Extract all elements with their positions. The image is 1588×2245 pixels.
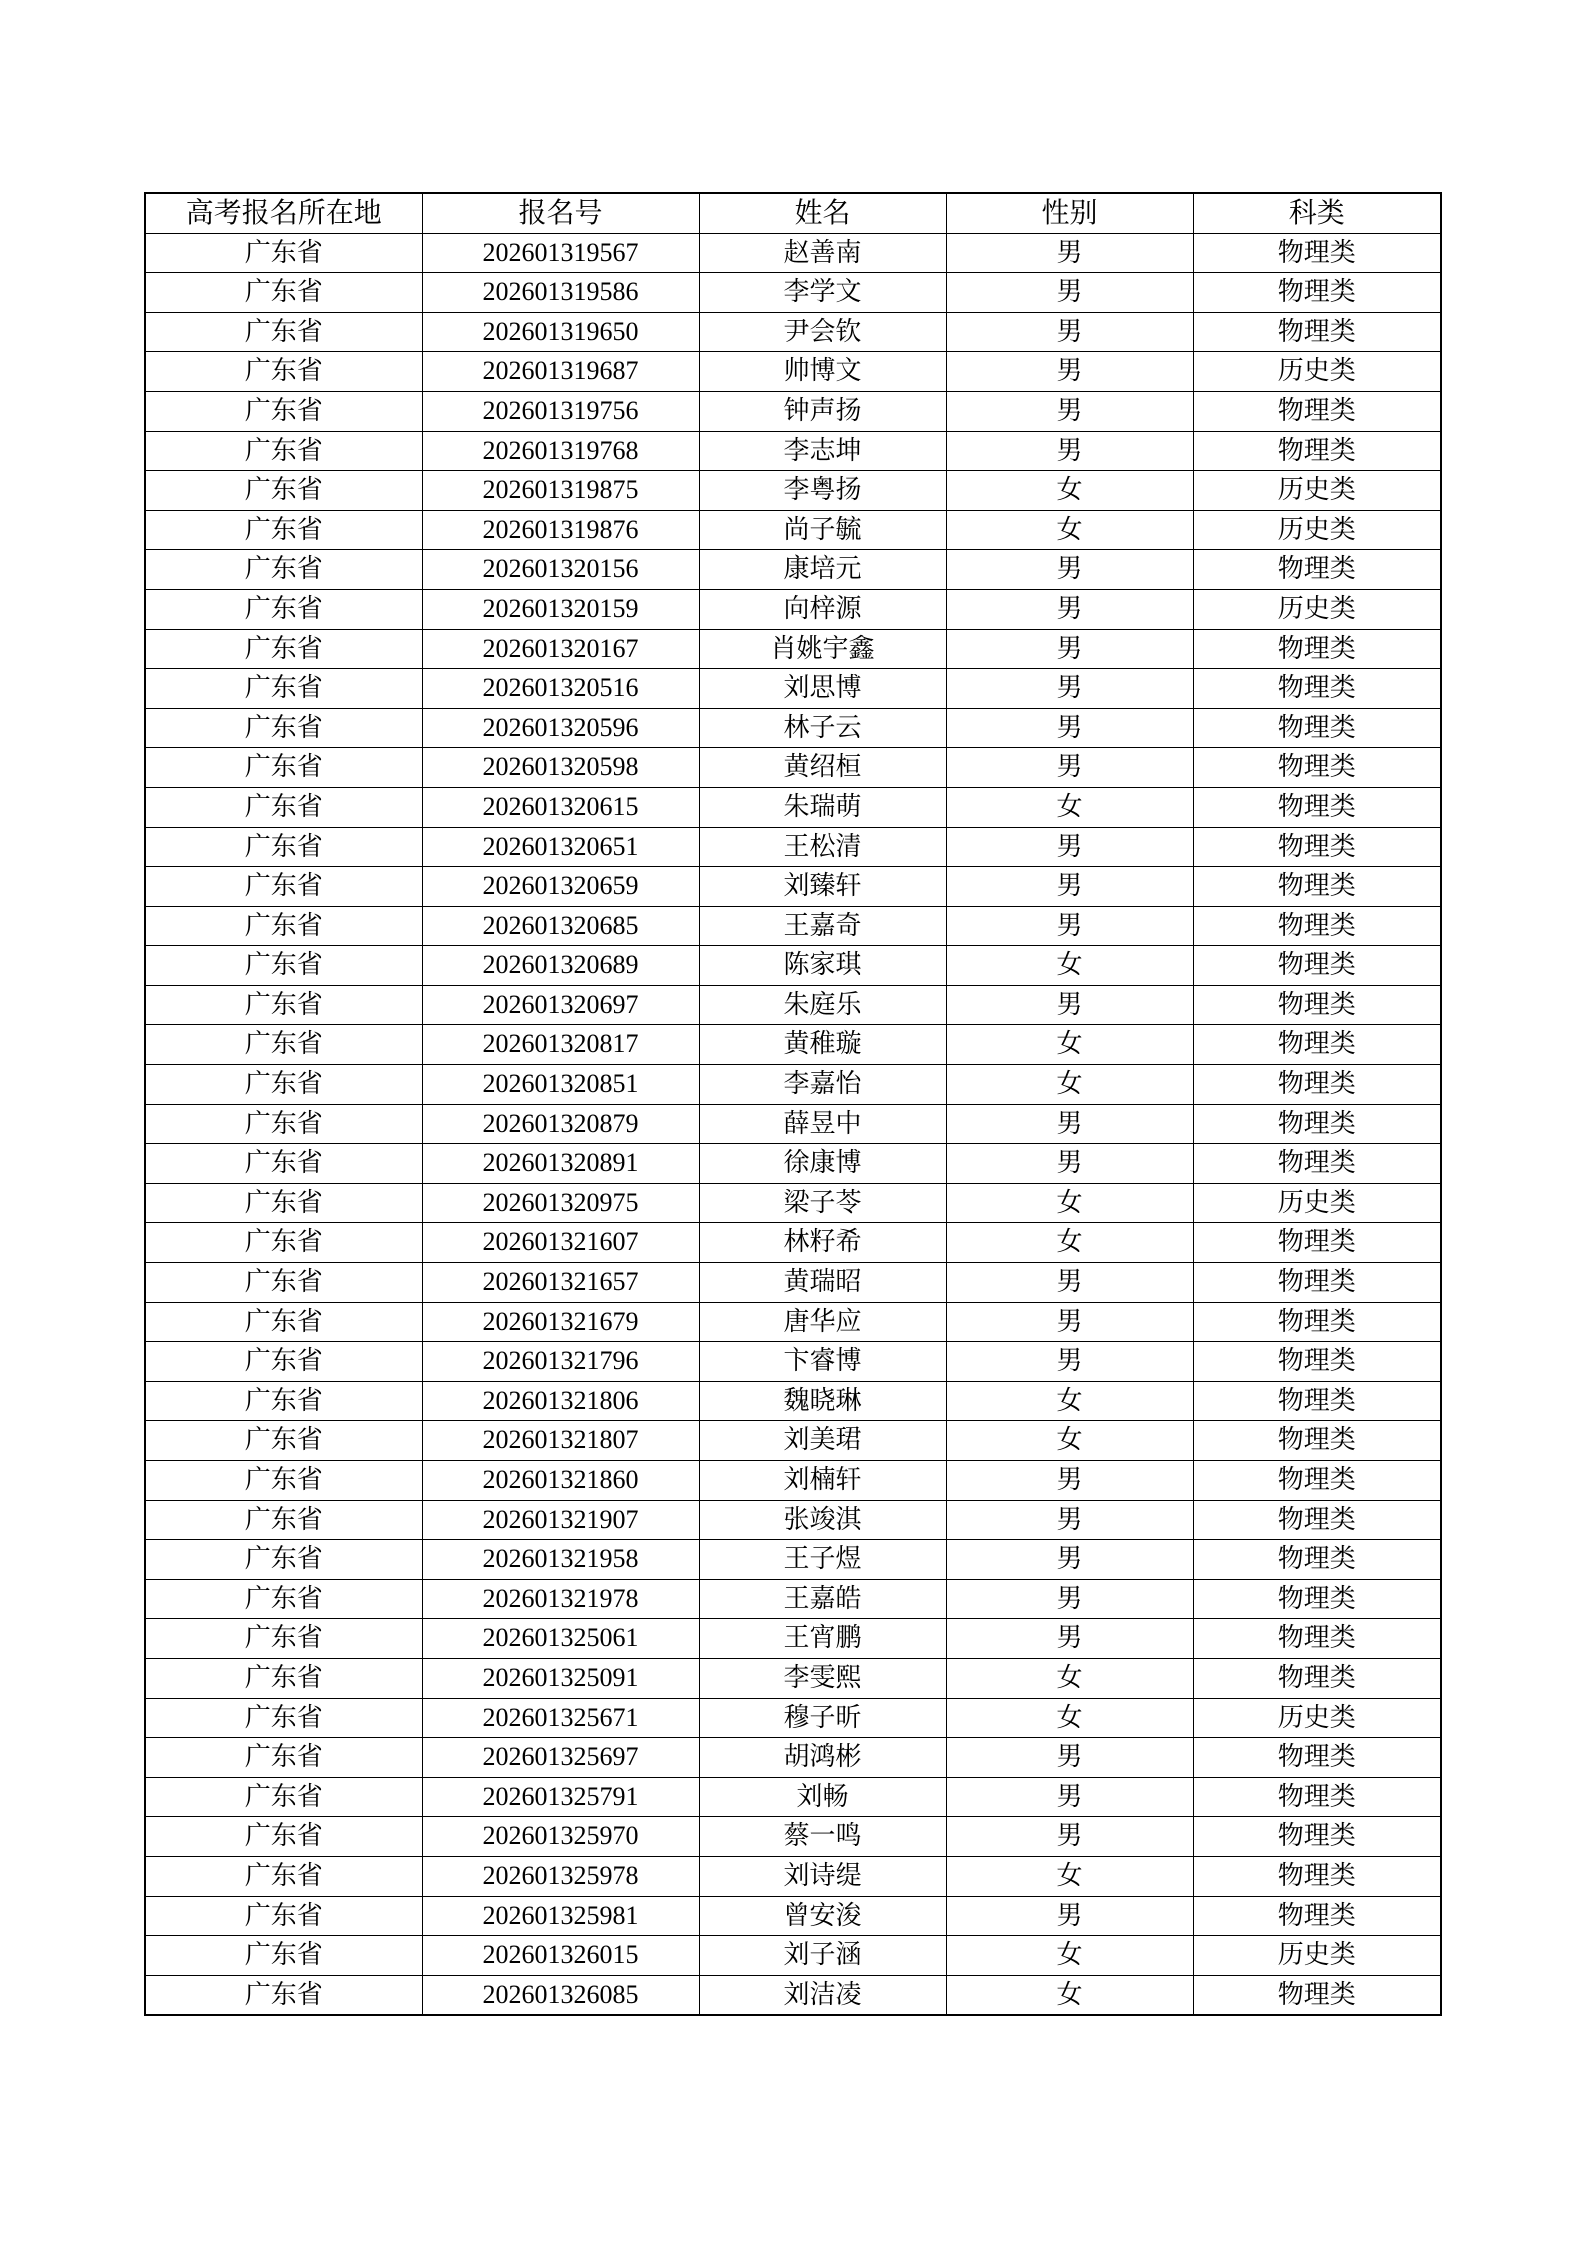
cell-gender: 男 — [946, 748, 1193, 788]
cell-region: 广东省 — [145, 391, 422, 431]
cell-gender: 男 — [946, 1738, 1193, 1778]
cell-reg-number: 202601320851 — [422, 1065, 699, 1105]
table-row — [145, 471, 1441, 511]
cell-reg-number: 202601325671 — [422, 1698, 699, 1738]
table-row — [145, 1896, 1441, 1936]
cell-region: 广东省 — [145, 1896, 422, 1936]
cell-reg-number: 202601325981 — [422, 1896, 699, 1936]
cell-region: 广东省 — [145, 1817, 422, 1857]
cell-gender: 女 — [946, 510, 1193, 550]
cell-region: 广东省 — [145, 787, 422, 827]
table-row — [145, 1738, 1441, 1778]
cell-subject-track: 物理类 — [1193, 708, 1441, 748]
cell-reg-number: 202601319650 — [422, 312, 699, 352]
cell-gender: 男 — [946, 550, 1193, 590]
cell-region: 广东省 — [145, 1579, 422, 1619]
cell-gender: 男 — [946, 827, 1193, 867]
cell-gender: 男 — [946, 1500, 1193, 1540]
column-header-subject-track: 科类 — [1193, 193, 1441, 233]
cell-subject-track: 物理类 — [1193, 1104, 1441, 1144]
cell-name: 朱庭乐 — [699, 985, 946, 1025]
table-row — [145, 669, 1441, 709]
cell-name: 刘诗缇 — [699, 1856, 946, 1896]
cell-name: 陈家琪 — [699, 946, 946, 986]
cell-subject-track: 历史类 — [1193, 510, 1441, 550]
cell-region: 广东省 — [145, 1381, 422, 1421]
cell-reg-number: 202601321806 — [422, 1381, 699, 1421]
table-row — [145, 1856, 1441, 1896]
cell-reg-number: 202601320697 — [422, 985, 699, 1025]
cell-region: 广东省 — [145, 1777, 422, 1817]
table-row — [145, 391, 1441, 431]
cell-reg-number: 202601320615 — [422, 787, 699, 827]
cell-subject-track: 历史类 — [1193, 1698, 1441, 1738]
cell-subject-track: 物理类 — [1193, 1856, 1441, 1896]
cell-name: 刘思博 — [699, 669, 946, 709]
cell-reg-number: 202601325791 — [422, 1777, 699, 1817]
table-row — [145, 1975, 1441, 2015]
cell-subject-track: 物理类 — [1193, 1381, 1441, 1421]
cell-subject-track: 历史类 — [1193, 471, 1441, 511]
cell-name: 唐华应 — [699, 1302, 946, 1342]
cell-name: 刘楠轩 — [699, 1461, 946, 1501]
cell-subject-track: 物理类 — [1193, 787, 1441, 827]
cell-gender: 男 — [946, 352, 1193, 392]
cell-name: 林籽希 — [699, 1223, 946, 1263]
cell-gender: 男 — [946, 391, 1193, 431]
cell-reg-number: 202601320159 — [422, 589, 699, 629]
cell-name: 薛昱中 — [699, 1104, 946, 1144]
cell-subject-track: 物理类 — [1193, 748, 1441, 788]
cell-name: 魏晓琳 — [699, 1381, 946, 1421]
cell-gender: 男 — [946, 1579, 1193, 1619]
cell-region: 广东省 — [145, 669, 422, 709]
cell-gender: 女 — [946, 1698, 1193, 1738]
cell-gender: 女 — [946, 1975, 1193, 2015]
table-row — [145, 946, 1441, 986]
table-row — [145, 233, 1441, 273]
table-row — [145, 1302, 1441, 1342]
cell-name: 向梓源 — [699, 589, 946, 629]
table-row — [145, 589, 1441, 629]
cell-name: 黄绍桓 — [699, 748, 946, 788]
cell-name: 钟声扬 — [699, 391, 946, 431]
cell-region: 广东省 — [145, 1975, 422, 2015]
cell-reg-number: 202601321907 — [422, 1500, 699, 1540]
applicant-table — [144, 192, 1442, 2016]
cell-reg-number: 202601321796 — [422, 1342, 699, 1382]
table-row — [145, 510, 1441, 550]
cell-name: 李嘉怡 — [699, 1065, 946, 1105]
cell-reg-number: 202601320685 — [422, 906, 699, 946]
table-row — [145, 1223, 1441, 1263]
cell-subject-track: 物理类 — [1193, 1144, 1441, 1184]
cell-region: 广东省 — [145, 906, 422, 946]
cell-reg-number: 202601320596 — [422, 708, 699, 748]
cell-gender: 男 — [946, 1777, 1193, 1817]
cell-name: 李学文 — [699, 273, 946, 313]
table-row — [145, 1144, 1441, 1184]
table-row — [145, 273, 1441, 313]
table-row — [145, 1065, 1441, 1105]
table-row — [145, 1381, 1441, 1421]
cell-reg-number: 202601320598 — [422, 748, 699, 788]
column-header-name: 姓名 — [699, 193, 946, 233]
cell-subject-track: 物理类 — [1193, 1975, 1441, 2015]
cell-reg-number: 202601319567 — [422, 233, 699, 273]
table-row — [145, 1104, 1441, 1144]
table-row — [145, 1936, 1441, 1976]
cell-region: 广东省 — [145, 985, 422, 1025]
cell-name: 李志坤 — [699, 431, 946, 471]
cell-region: 广东省 — [145, 1104, 422, 1144]
cell-region: 广东省 — [145, 1461, 422, 1501]
cell-gender: 女 — [946, 1183, 1193, 1223]
cell-name: 刘子涵 — [699, 1936, 946, 1976]
cell-reg-number: 202601321807 — [422, 1421, 699, 1461]
table-row — [145, 312, 1441, 352]
cell-subject-track: 物理类 — [1193, 946, 1441, 986]
cell-gender: 女 — [946, 1025, 1193, 1065]
table-row — [145, 708, 1441, 748]
cell-subject-track: 物理类 — [1193, 1500, 1441, 1540]
cell-subject-track: 物理类 — [1193, 1223, 1441, 1263]
cell-name: 刘臻轩 — [699, 867, 946, 907]
cell-subject-track: 物理类 — [1193, 1777, 1441, 1817]
cell-name: 帅博文 — [699, 352, 946, 392]
cell-reg-number: 202601325061 — [422, 1619, 699, 1659]
cell-reg-number: 202601321607 — [422, 1223, 699, 1263]
cell-region: 广东省 — [145, 589, 422, 629]
table-row — [145, 867, 1441, 907]
table-row — [145, 787, 1441, 827]
cell-reg-number: 202601321978 — [422, 1579, 699, 1619]
cell-reg-number: 202601325697 — [422, 1738, 699, 1778]
cell-reg-number: 202601320516 — [422, 669, 699, 709]
cell-region: 广东省 — [145, 867, 422, 907]
cell-gender: 男 — [946, 1817, 1193, 1857]
cell-name: 穆子昕 — [699, 1698, 946, 1738]
cell-subject-track: 物理类 — [1193, 273, 1441, 313]
table-header-row — [145, 193, 1441, 233]
table-row — [145, 1817, 1441, 1857]
cell-name: 王嘉皓 — [699, 1579, 946, 1619]
cell-reg-number: 202601320891 — [422, 1144, 699, 1184]
cell-subject-track: 物理类 — [1193, 1817, 1441, 1857]
cell-gender: 男 — [946, 1619, 1193, 1659]
cell-subject-track: 物理类 — [1193, 1579, 1441, 1619]
cell-subject-track: 历史类 — [1193, 1183, 1441, 1223]
cell-region: 广东省 — [145, 1936, 422, 1976]
cell-subject-track: 物理类 — [1193, 1738, 1441, 1778]
cell-gender: 男 — [946, 1342, 1193, 1382]
cell-subject-track: 历史类 — [1193, 589, 1441, 629]
cell-name: 康培元 — [699, 550, 946, 590]
cell-gender: 女 — [946, 1421, 1193, 1461]
cell-reg-number: 202601321860 — [422, 1461, 699, 1501]
cell-gender: 女 — [946, 1658, 1193, 1698]
cell-name: 刘美珺 — [699, 1421, 946, 1461]
cell-subject-track: 物理类 — [1193, 1302, 1441, 1342]
cell-region: 广东省 — [145, 1698, 422, 1738]
cell-subject-track: 物理类 — [1193, 391, 1441, 431]
cell-region: 广东省 — [145, 1025, 422, 1065]
column-header-gender: 性别 — [946, 193, 1193, 233]
cell-gender: 男 — [946, 669, 1193, 709]
table-row — [145, 1658, 1441, 1698]
cell-subject-track: 物理类 — [1193, 1658, 1441, 1698]
cell-reg-number: 202601321958 — [422, 1540, 699, 1580]
cell-reg-number: 202601320167 — [422, 629, 699, 669]
cell-region: 广东省 — [145, 1619, 422, 1659]
cell-gender: 男 — [946, 589, 1193, 629]
cell-reg-number: 202601325970 — [422, 1817, 699, 1857]
cell-reg-number: 202601321657 — [422, 1263, 699, 1303]
cell-gender: 女 — [946, 471, 1193, 511]
cell-name: 王宵鹏 — [699, 1619, 946, 1659]
cell-name: 黄稚璇 — [699, 1025, 946, 1065]
cell-region: 广东省 — [145, 708, 422, 748]
cell-region: 广东省 — [145, 1500, 422, 1540]
cell-region: 广东省 — [145, 1738, 422, 1778]
cell-name: 黄瑞昭 — [699, 1263, 946, 1303]
cell-subject-track: 物理类 — [1193, 233, 1441, 273]
cell-gender: 男 — [946, 431, 1193, 471]
cell-subject-track: 物理类 — [1193, 312, 1441, 352]
cell-gender: 男 — [946, 867, 1193, 907]
cell-name: 朱瑞萌 — [699, 787, 946, 827]
table-row — [145, 629, 1441, 669]
cell-subject-track: 物理类 — [1193, 669, 1441, 709]
cell-name: 赵善南 — [699, 233, 946, 273]
table-row — [145, 906, 1441, 946]
cell-reg-number: 202601320817 — [422, 1025, 699, 1065]
cell-gender: 女 — [946, 1223, 1193, 1263]
cell-subject-track: 物理类 — [1193, 1065, 1441, 1105]
cell-name: 尚子毓 — [699, 510, 946, 550]
cell-gender: 男 — [946, 1896, 1193, 1936]
cell-region: 广东省 — [145, 1223, 422, 1263]
cell-name: 李粤扬 — [699, 471, 946, 511]
cell-gender: 女 — [946, 1856, 1193, 1896]
table-row — [145, 1263, 1441, 1303]
cell-name: 肖姚宇鑫 — [699, 629, 946, 669]
cell-subject-track: 物理类 — [1193, 1421, 1441, 1461]
table-row — [145, 431, 1441, 471]
table-row — [145, 1342, 1441, 1382]
cell-name: 林子云 — [699, 708, 946, 748]
cell-region: 广东省 — [145, 510, 422, 550]
cell-region: 广东省 — [145, 233, 422, 273]
cell-region: 广东省 — [145, 471, 422, 511]
cell-subject-track: 物理类 — [1193, 1896, 1441, 1936]
column-header-region: 高考报名所在地 — [145, 193, 422, 233]
cell-reg-number: 202601326015 — [422, 1936, 699, 1976]
cell-region: 广东省 — [145, 946, 422, 986]
cell-reg-number: 202601325978 — [422, 1856, 699, 1896]
cell-region: 广东省 — [145, 550, 422, 590]
table-row — [145, 1579, 1441, 1619]
cell-gender: 男 — [946, 708, 1193, 748]
table-row — [145, 748, 1441, 788]
table-row — [145, 352, 1441, 392]
cell-region: 广东省 — [145, 431, 422, 471]
cell-subject-track: 物理类 — [1193, 985, 1441, 1025]
cell-name: 王子煜 — [699, 1540, 946, 1580]
cell-reg-number: 202601319876 — [422, 510, 699, 550]
table-row — [145, 1183, 1441, 1223]
table-row — [145, 985, 1441, 1025]
cell-subject-track: 物理类 — [1193, 1540, 1441, 1580]
cell-subject-track: 物理类 — [1193, 906, 1441, 946]
cell-name: 刘畅 — [699, 1777, 946, 1817]
cell-region: 广东省 — [145, 1856, 422, 1896]
cell-gender: 女 — [946, 1381, 1193, 1421]
cell-region: 广东省 — [145, 312, 422, 352]
table-row — [145, 550, 1441, 590]
cell-reg-number: 202601320659 — [422, 867, 699, 907]
cell-subject-track: 物理类 — [1193, 1461, 1441, 1501]
cell-gender: 男 — [946, 629, 1193, 669]
cell-subject-track: 历史类 — [1193, 1936, 1441, 1976]
cell-gender: 女 — [946, 1936, 1193, 1976]
cell-gender: 男 — [946, 906, 1193, 946]
cell-reg-number: 202601320975 — [422, 1183, 699, 1223]
cell-name: 张竣淇 — [699, 1500, 946, 1540]
cell-region: 广东省 — [145, 1263, 422, 1303]
table-row — [145, 1619, 1441, 1659]
cell-reg-number: 202601320689 — [422, 946, 699, 986]
cell-region: 广东省 — [145, 827, 422, 867]
cell-gender: 男 — [946, 1540, 1193, 1580]
cell-gender: 女 — [946, 1065, 1193, 1105]
cell-reg-number: 202601319586 — [422, 273, 699, 313]
cell-gender: 男 — [946, 273, 1193, 313]
cell-region: 广东省 — [145, 1658, 422, 1698]
cell-subject-track: 物理类 — [1193, 1263, 1441, 1303]
cell-subject-track: 物理类 — [1193, 629, 1441, 669]
cell-subject-track: 历史类 — [1193, 352, 1441, 392]
cell-subject-track: 物理类 — [1193, 867, 1441, 907]
cell-reg-number: 202601320156 — [422, 550, 699, 590]
table-row — [145, 1025, 1441, 1065]
cell-reg-number: 202601319756 — [422, 391, 699, 431]
cell-name: 胡鸿彬 — [699, 1738, 946, 1778]
table-row — [145, 1421, 1441, 1461]
cell-reg-number: 202601320879 — [422, 1104, 699, 1144]
cell-region: 广东省 — [145, 352, 422, 392]
cell-region: 广东省 — [145, 1540, 422, 1580]
cell-name: 尹会钦 — [699, 312, 946, 352]
cell-subject-track: 物理类 — [1193, 431, 1441, 471]
cell-subject-track: 物理类 — [1193, 1025, 1441, 1065]
table-row — [145, 1540, 1441, 1580]
cell-reg-number: 202601319768 — [422, 431, 699, 471]
column-header-reg-number: 报名号 — [422, 193, 699, 233]
cell-subject-track: 物理类 — [1193, 827, 1441, 867]
cell-gender: 女 — [946, 946, 1193, 986]
table-row — [145, 1461, 1441, 1501]
cell-subject-track: 物理类 — [1193, 1342, 1441, 1382]
cell-name: 曾安浚 — [699, 1896, 946, 1936]
cell-gender: 男 — [946, 985, 1193, 1025]
cell-name: 刘洁凌 — [699, 1975, 946, 2015]
cell-reg-number: 202601321679 — [422, 1302, 699, 1342]
table-row — [145, 1698, 1441, 1738]
cell-reg-number: 202601320651 — [422, 827, 699, 867]
cell-gender: 男 — [946, 1104, 1193, 1144]
cell-gender: 男 — [946, 1144, 1193, 1184]
cell-region: 广东省 — [145, 1065, 422, 1105]
cell-gender: 男 — [946, 1302, 1193, 1342]
cell-region: 广东省 — [145, 1421, 422, 1461]
cell-gender: 男 — [946, 233, 1193, 273]
cell-name: 卞睿博 — [699, 1342, 946, 1382]
cell-reg-number: 202601319687 — [422, 352, 699, 392]
cell-name: 蔡一鸣 — [699, 1817, 946, 1857]
cell-region: 广东省 — [145, 1144, 422, 1184]
cell-gender: 女 — [946, 787, 1193, 827]
cell-region: 广东省 — [145, 629, 422, 669]
cell-name: 李雯熙 — [699, 1658, 946, 1698]
cell-name: 王嘉奇 — [699, 906, 946, 946]
cell-reg-number: 202601326085 — [422, 1975, 699, 2015]
cell-name: 王松清 — [699, 827, 946, 867]
cell-region: 广东省 — [145, 1342, 422, 1382]
cell-gender: 男 — [946, 1263, 1193, 1303]
cell-name: 徐康博 — [699, 1144, 946, 1184]
cell-region: 广东省 — [145, 748, 422, 788]
cell-region: 广东省 — [145, 1183, 422, 1223]
table-row — [145, 827, 1441, 867]
cell-reg-number: 202601325091 — [422, 1658, 699, 1698]
table-row — [145, 1500, 1441, 1540]
cell-subject-track: 物理类 — [1193, 550, 1441, 590]
cell-gender: 男 — [946, 312, 1193, 352]
cell-name: 梁子苓 — [699, 1183, 946, 1223]
cell-region: 广东省 — [145, 1302, 422, 1342]
cell-reg-number: 202601319875 — [422, 471, 699, 511]
cell-gender: 男 — [946, 1461, 1193, 1501]
cell-region: 广东省 — [145, 273, 422, 313]
cell-subject-track: 物理类 — [1193, 1619, 1441, 1659]
table-row — [145, 1777, 1441, 1817]
